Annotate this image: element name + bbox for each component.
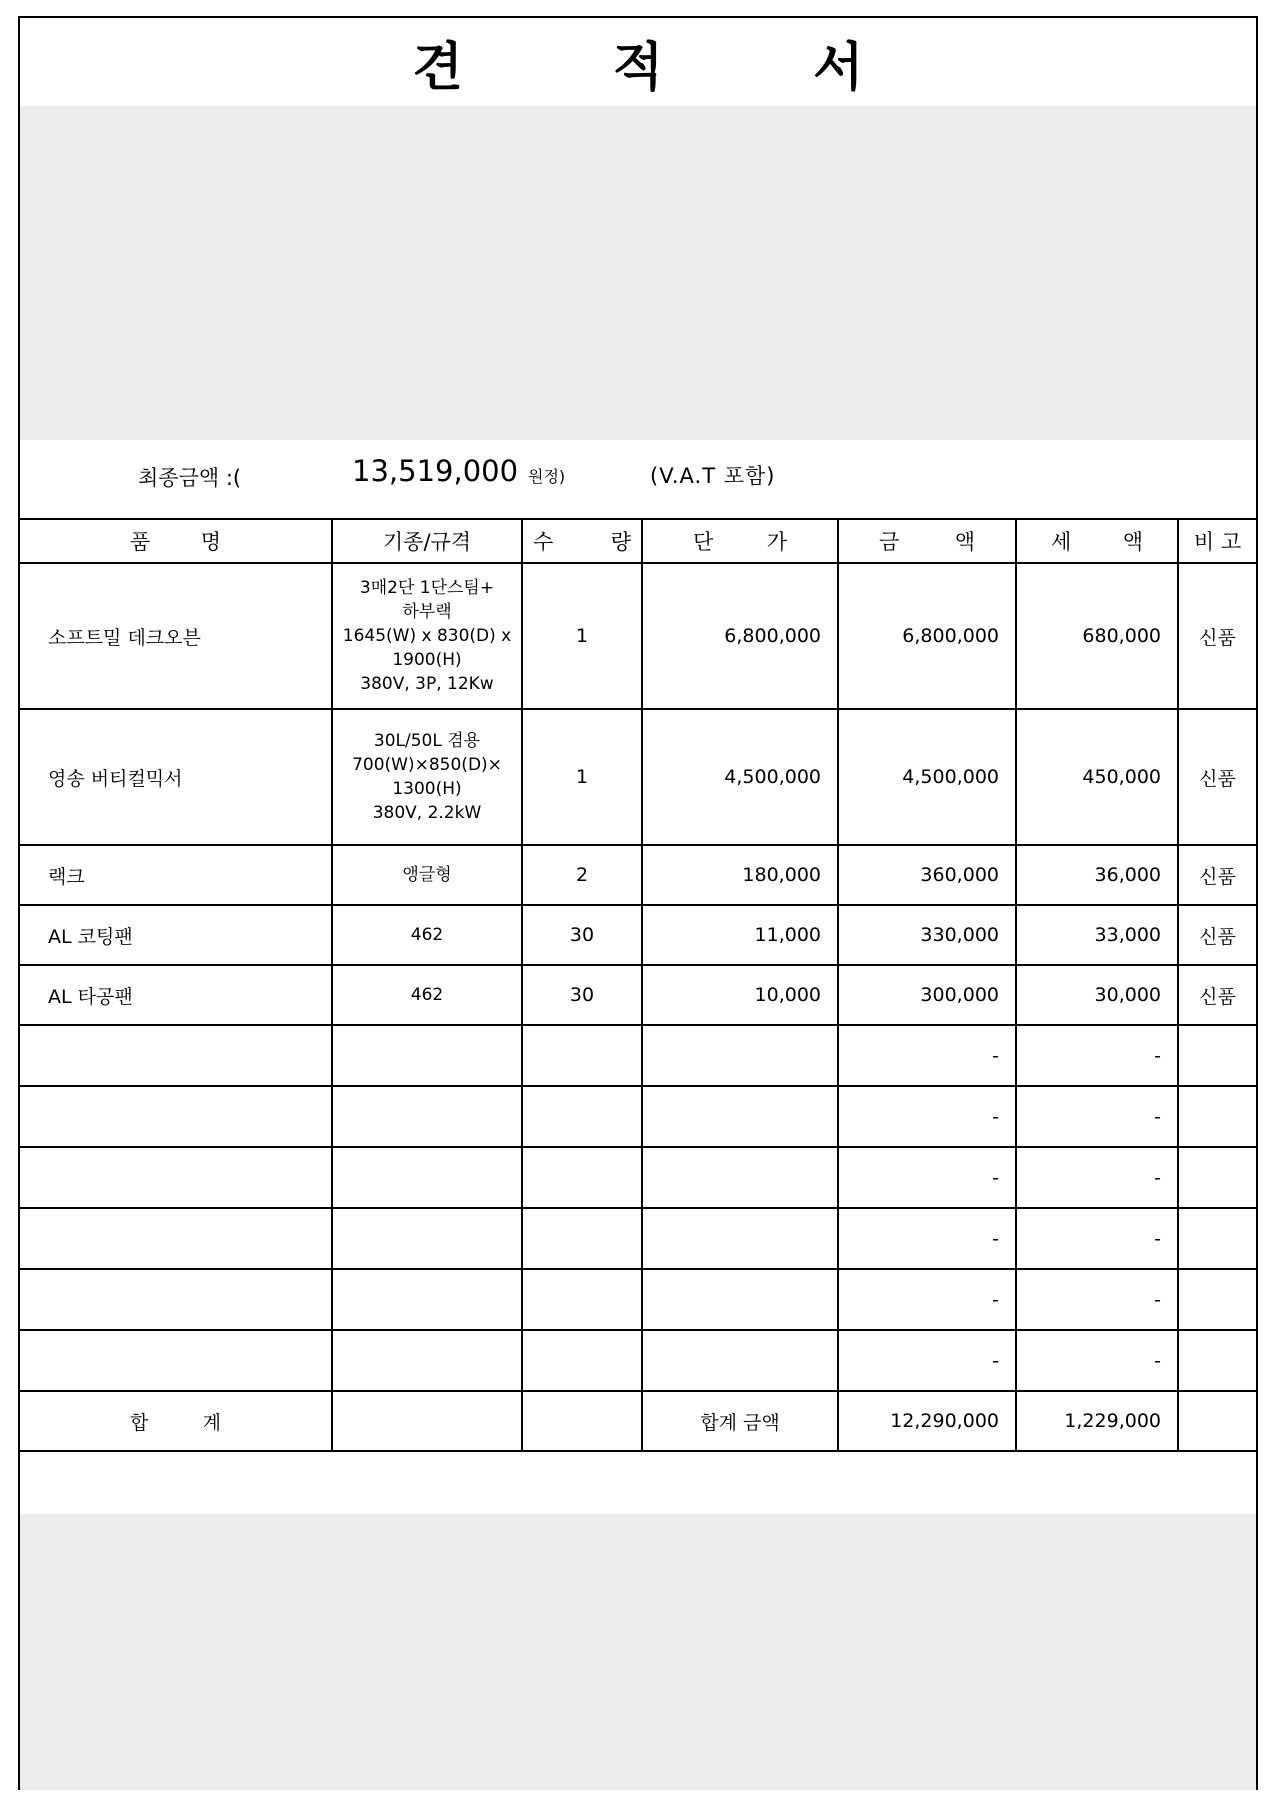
total-label: 합 계 [20,1391,332,1451]
table-row [20,965,1256,1025]
empty-cell [20,1269,332,1330]
empty-row [20,1269,1256,1330]
total-empty [332,1391,522,1451]
item-tax: 680,000 [1016,563,1178,709]
empty-cell [20,1147,332,1208]
spec-line: 30L/50L 겸용 [373,731,481,751]
spec-line: 1900(H) [392,650,462,670]
empty-row [20,1330,1256,1391]
item-unit-price: 4,500,000 [642,709,838,845]
item-qty: 1 [522,563,642,709]
quote-document [18,16,1258,1790]
empty-cell [332,1269,522,1330]
empty-cell [1178,1208,1256,1269]
empty-cell [20,1330,332,1391]
item-amount: 330,000 [838,905,1016,965]
item-tax: 33,000 [1016,905,1178,965]
item-tax: 30,000 [1016,965,1178,1025]
empty-tax-dash: - [1016,1269,1178,1330]
item-note: 신품 [1178,965,1256,1025]
empty-cell [1178,1269,1256,1330]
spec-line: 700(W)×850(D)× [352,755,502,775]
empty-cell [1178,1330,1256,1391]
empty-amount-dash: - [838,1147,1016,1208]
empty-cell [522,1147,642,1208]
empty-tax-dash: - [1016,1208,1178,1269]
empty-row [20,1208,1256,1269]
final-amount-line [20,440,1256,518]
item-spec [332,709,522,845]
empty-cell [642,1269,838,1330]
table-row [20,563,1256,709]
spacer [20,1476,1256,1514]
table-row [20,905,1256,965]
final-amount-value: 13,519,000 [352,454,519,488]
item-qty: 1 [522,709,642,845]
total-empty [1178,1391,1256,1451]
total-row [20,1391,1256,1451]
empty-amount-dash: - [838,1086,1016,1147]
header-spec: 기종/규격 [332,519,522,563]
final-amount-won: 원정) [528,467,566,486]
title-char-2: 적 [612,37,664,98]
empty-amount-dash: - [838,1269,1016,1330]
table-row [20,845,1256,905]
empty-cell [332,1147,522,1208]
empty-cell [332,1086,522,1147]
final-amount-vat: (V.A.T 포함) [650,464,776,488]
item-amount: 4,500,000 [838,709,1016,845]
empty-tax-dash: - [1016,1147,1178,1208]
empty-cell [522,1086,642,1147]
empty-cell [20,1208,332,1269]
empty-cell [332,1330,522,1391]
empty-cell [522,1208,642,1269]
total-empty [522,1391,642,1451]
item-name: AL 타공팬 [20,965,332,1025]
empty-row [20,1147,1256,1208]
empty-cell [1178,1147,1256,1208]
empty-cell [522,1025,642,1086]
empty-cell [332,1208,522,1269]
quote-table [20,518,1256,1452]
redacted-header-area [20,106,1256,440]
empty-cell [522,1269,642,1330]
spec-line: 462 [410,985,444,1005]
header-item: 품 명 [20,519,332,563]
empty-cell [642,1330,838,1391]
item-note: 신품 [1178,845,1256,905]
spec-line: 하부랙 [402,602,452,622]
table-header-row [20,519,1256,563]
spec-line: 462 [410,925,444,945]
empty-cell [642,1086,838,1147]
item-amount: 300,000 [838,965,1016,1025]
empty-amount-dash: - [838,1208,1016,1269]
empty-row [20,1086,1256,1147]
redacted-footer-area [20,1514,1256,1790]
header-tax: 세 액 [1016,519,1178,563]
empty-row [20,1025,1256,1086]
empty-cell [642,1147,838,1208]
empty-cell [522,1330,642,1391]
empty-cell [20,1086,332,1147]
item-name: 영송 버티컬믹서 [20,709,332,845]
item-spec [332,845,522,905]
spec-line: 380V, 2.2kW [372,803,482,823]
item-spec [332,905,522,965]
item-name: 소프트밀 데크오븐 [20,563,332,709]
item-tax: 36,000 [1016,845,1178,905]
table-row [20,709,1256,845]
empty-cell [20,1025,332,1086]
item-spec [332,965,522,1025]
empty-cell [1178,1086,1256,1147]
header-note: 비 고 [1178,519,1256,563]
empty-cell [642,1025,838,1086]
spec-line: 3매2단 1단스팀+ [359,578,495,598]
header-qty: 수 량 [522,519,642,563]
empty-amount-dash: - [838,1025,1016,1086]
spec-line: 앵글형 [402,865,452,885]
empty-cell [1178,1025,1256,1086]
header-amount: 금 액 [838,519,1016,563]
empty-tax-dash: - [1016,1025,1178,1086]
item-qty: 30 [522,965,642,1025]
empty-tax-dash: - [1016,1330,1178,1391]
spec-line: 1300(H) [392,779,462,799]
spec-line: 1645(W) x 830(D) x [342,626,512,646]
item-note: 신품 [1178,563,1256,709]
spec-line: 380V, 3P, 12Kw [360,674,494,694]
item-qty: 30 [522,905,642,965]
total-sum-label: 합계 금액 [642,1391,838,1451]
header-unit-price: 단 가 [642,519,838,563]
item-unit-price: 10,000 [642,965,838,1025]
item-amount: 360,000 [838,845,1016,905]
item-note: 신품 [1178,709,1256,845]
document-title [20,18,1256,106]
item-qty: 2 [522,845,642,905]
item-name: AL 코팅팬 [20,905,332,965]
empty-tax-dash: - [1016,1086,1178,1147]
title-char-1: 견 [412,37,463,98]
item-amount: 6,800,000 [838,563,1016,709]
title-char-3: 서 [813,37,864,98]
item-note: 신품 [1178,905,1256,965]
item-name: 랙크 [20,845,332,905]
item-unit-price: 11,000 [642,905,838,965]
item-unit-price: 180,000 [642,845,838,905]
empty-amount-dash: - [838,1330,1016,1391]
item-tax: 450,000 [1016,709,1178,845]
item-unit-price: 6,800,000 [642,563,838,709]
item-spec [332,563,522,709]
empty-cell [332,1025,522,1086]
final-amount-label: 최종금액 :( [138,466,242,490]
empty-cell [642,1208,838,1269]
total-amount: 12,290,000 [838,1391,1016,1451]
total-tax: 1,229,000 [1016,1391,1178,1451]
